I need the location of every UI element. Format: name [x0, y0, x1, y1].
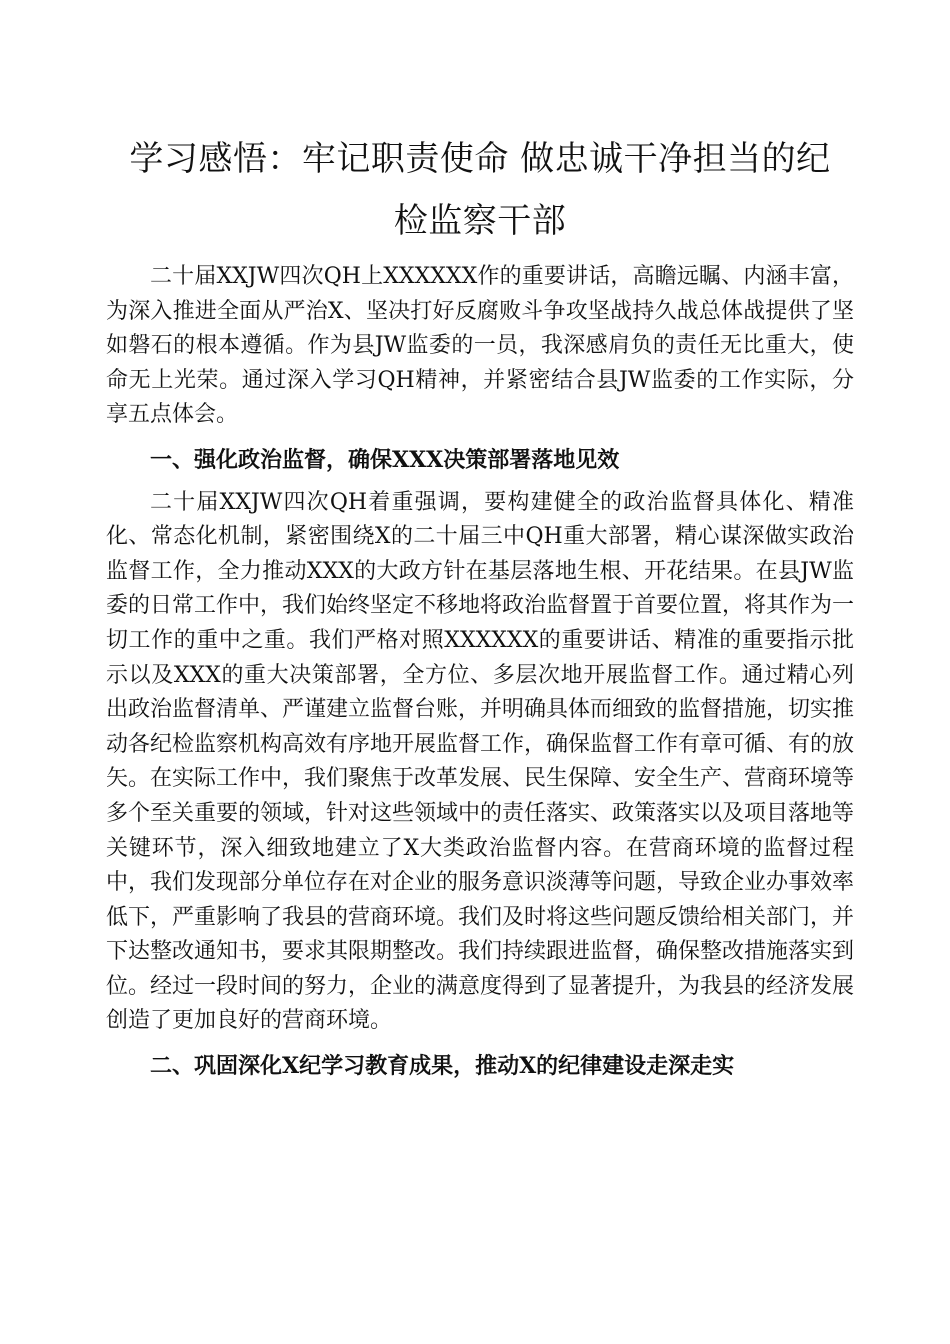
section-1-paragraph: 二十届XXJW四次QH着重强调，要构建健全的政治监督具体化、精准化、常态化机制，紧密围绕X的二十届三中QH重大部署，精心谋深做实政治监督工作，全力推动XXX的大政方针在基层落地生根、开花结果。在县JW监委的日常工作中，我们始终坚定不移地将政治监督置于首要位置，将其作为一切工作的重中之重。我们严格对照XXXXXX的重要讲话、精准的重要指示批示以及XXX的重大决策部署，全方位、多层次地开展监督工作。通过精心列出政治监督清单、严谨建立监督台账，并明确具体而细致的监督措施，切实推动各纪检监察机构高效有序地开展监督工作，确保监督工作有章可循、有的放矢。在实际工作中，我们聚焦于改革发展、民生保障、安全生产、营商环境等多个至关重要的领域，针对这些领域中的责任落实、政策落实以及项目落地等关键环节，深入细致地建立了X大类政治监督内容。在营商环境的监督过程中，我们发现部分单位存在对企业的服务意识淡薄等问题，导致企业办事效率低下，严重影响了我县的营商环境。我们及时将这些问题反馈给相关部门，并下达整改通知书，要求其限期整改。我们持续跟进监督，确保整改措施落实到位。经过一段时间的努力，企业的满意度得到了显著提升，为我县的经济发展创造了更加良好的营商环境。: [106, 489, 855, 1034]
section-2-heading: 二、巩固深化X纪学习教育成果，推动X的纪律建设走深走实: [150, 1053, 735, 1080]
document-page: [106, 128, 854, 1092]
title-line-1: 学习感悟：牢记职责使命 做忠诚干净担当的纪: [129, 139, 831, 179]
intro-paragraph: 二十届XXJW四次QH上XXXXXX作的重要讲话，高瞻远瞩、内涵丰富，为深入推进全面从严治X、坚决打好反腐败斗争攻坚战持久战总体战提供了坚如磐石的根本遵循。作为县JW监委的一员，我深感肩负的责任无比重大，使命无上光荣。通过深入学习QH精神，并紧密结合县JW监委的工作实际，分享五点体会。: [106, 264, 854, 428]
title-line-2: 检监察干部: [393, 201, 567, 241]
section-1-heading: 一、强化政治监督，确保XXX决策部署落地见效: [150, 446, 620, 473]
document-title: [106, 128, 854, 252]
